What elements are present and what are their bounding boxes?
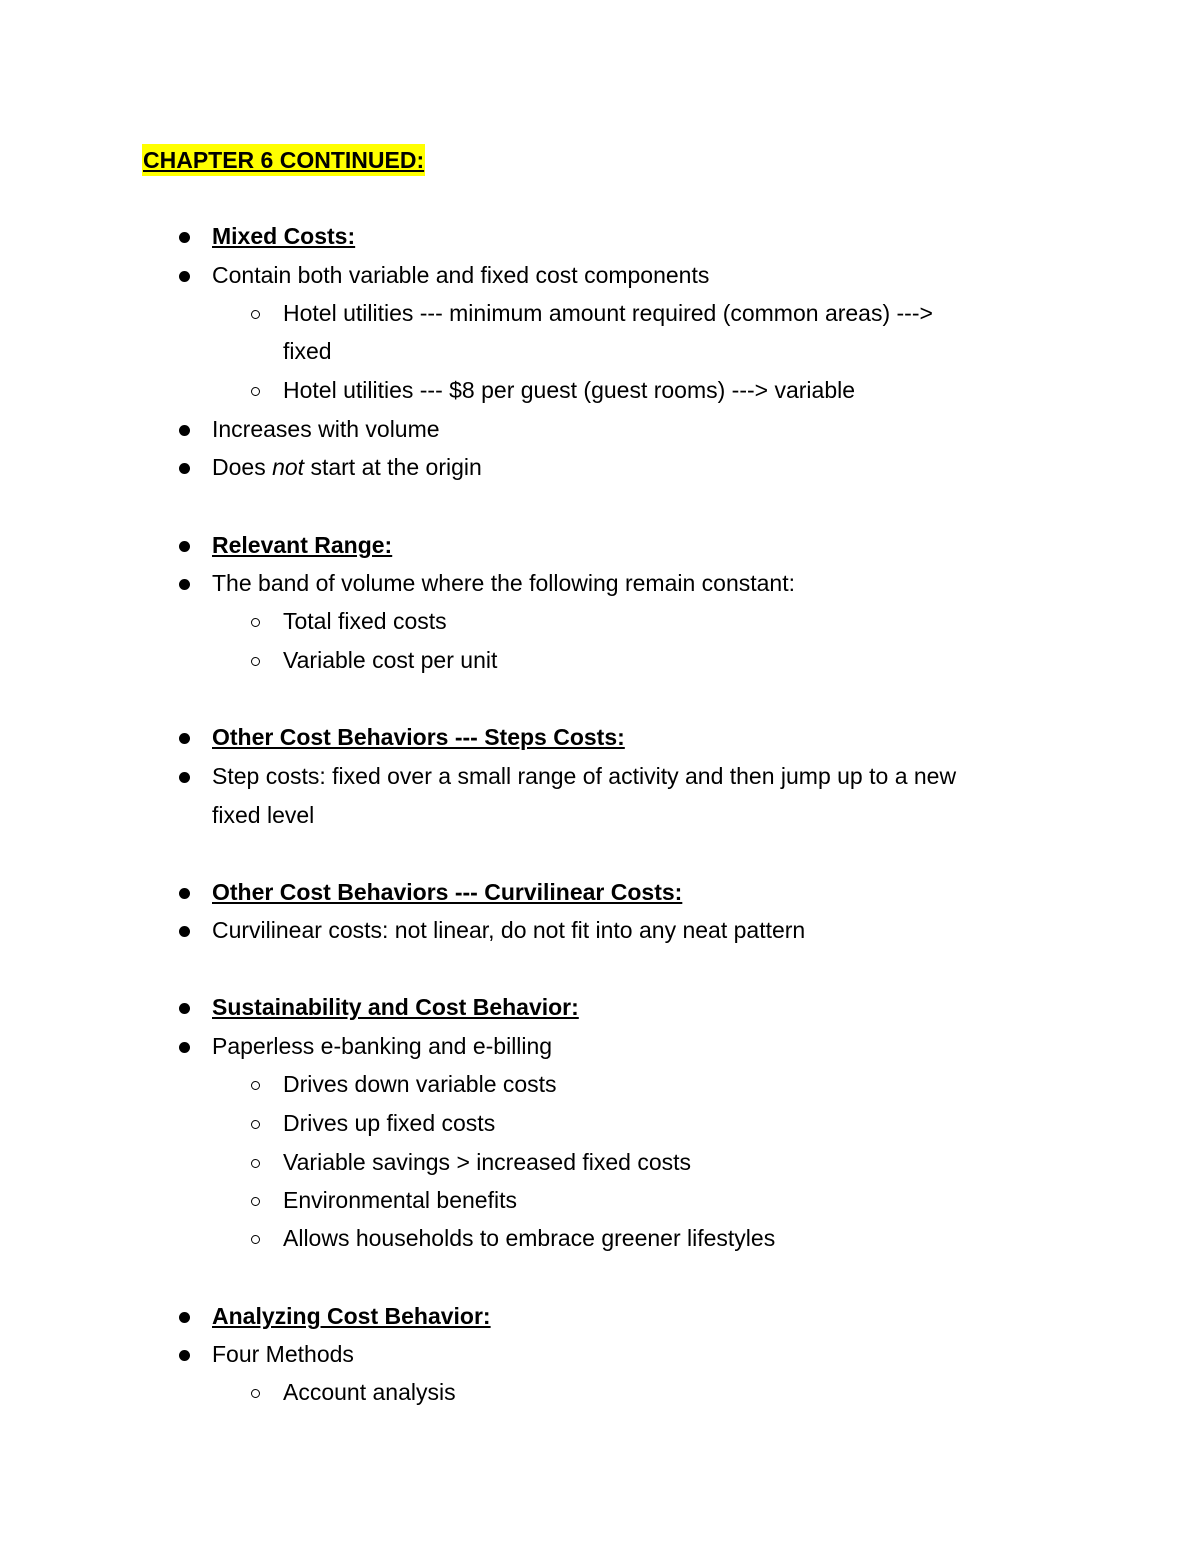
sub-list-item-continuation: fixed [283, 338, 332, 364]
bullet-icon [179, 579, 190, 590]
hollow-bullet-icon [251, 1159, 260, 1168]
heading-text: Other Cost Behaviors --- Steps Costs: [212, 724, 625, 750]
bullet-icon [179, 425, 190, 436]
hollow-bullet-icon [251, 1235, 260, 1244]
sub-list-item-text: Allows households to embrace greener lifestyles [283, 1225, 776, 1251]
list-item-text: Curvilinear costs: not linear, do not fit into any neat pattern [212, 917, 806, 943]
bullet-icon [179, 1312, 190, 1323]
bullet-icon [179, 232, 190, 243]
list-item-text [212, 448, 482, 486]
list-item-continuation: fixed level [212, 802, 315, 828]
heading-text: Sustainability and Cost Behavior: [212, 994, 579, 1020]
bullet-icon [179, 888, 190, 899]
hollow-bullet-icon [251, 1389, 260, 1398]
heading-text: Relevant Range: [212, 532, 393, 558]
emphasis-text: not [272, 454, 305, 480]
sub-list-item-text: Hotel utilities --- $8 per guest (guest rooms) ---> variable [283, 377, 856, 403]
sub-list-item-text: Total fixed costs [283, 608, 447, 634]
sub-list-item-text: Variable cost per unit [283, 647, 498, 673]
heading-text: Mixed Costs: [212, 223, 356, 249]
hollow-bullet-icon [251, 618, 260, 627]
sub-list-item-text: Variable savings > increased fixed costs [283, 1149, 692, 1175]
bullet-icon [179, 271, 190, 282]
hollow-bullet-icon [251, 657, 260, 666]
bullet-icon [179, 1042, 190, 1053]
list-item-text: Contain both variable and fixed cost components [212, 262, 710, 288]
sub-list-item-text: Drives down variable costs [283, 1071, 557, 1097]
sub-list-item-text: Environmental benefits [283, 1187, 517, 1213]
text-segment: start at the origin [304, 454, 482, 480]
text-segment: Does [212, 454, 273, 480]
hollow-bullet-icon [251, 1120, 260, 1129]
heading-text: Analyzing Cost Behavior: [212, 1303, 491, 1329]
bullet-icon [179, 733, 190, 744]
sub-list-item-text: Drives up fixed costs [283, 1110, 496, 1136]
list-item-text: The band of volume where the following remain constant: [212, 570, 795, 596]
bullet-icon [179, 772, 190, 783]
bullet-icon [179, 463, 190, 474]
heading-text: Other Cost Behaviors --- Curvilinear Costs: [212, 879, 683, 905]
bullet-icon [179, 1350, 190, 1361]
hollow-bullet-icon [251, 310, 260, 319]
list-item-text: Paperless e-banking and e-billing [212, 1033, 553, 1059]
hollow-bullet-icon [251, 1197, 260, 1206]
sub-list-item-text: Account analysis [283, 1379, 456, 1405]
list-item-text: Step costs: fixed over a small range of activity and then jump up to a new [212, 763, 957, 789]
bullet-icon [179, 541, 190, 552]
hollow-bullet-icon [251, 387, 260, 396]
bullet-icon [179, 1003, 190, 1014]
list-item-text: Four Methods [212, 1341, 354, 1367]
hollow-bullet-icon [251, 1081, 260, 1090]
bullet-icon [179, 926, 190, 937]
sub-list-item-text: Hotel utilities --- minimum amount required (common areas) ---> [283, 300, 933, 326]
list-item-text: Increases with volume [212, 416, 440, 442]
chapter-title: CHAPTER 6 CONTINUED: [142, 144, 425, 176]
